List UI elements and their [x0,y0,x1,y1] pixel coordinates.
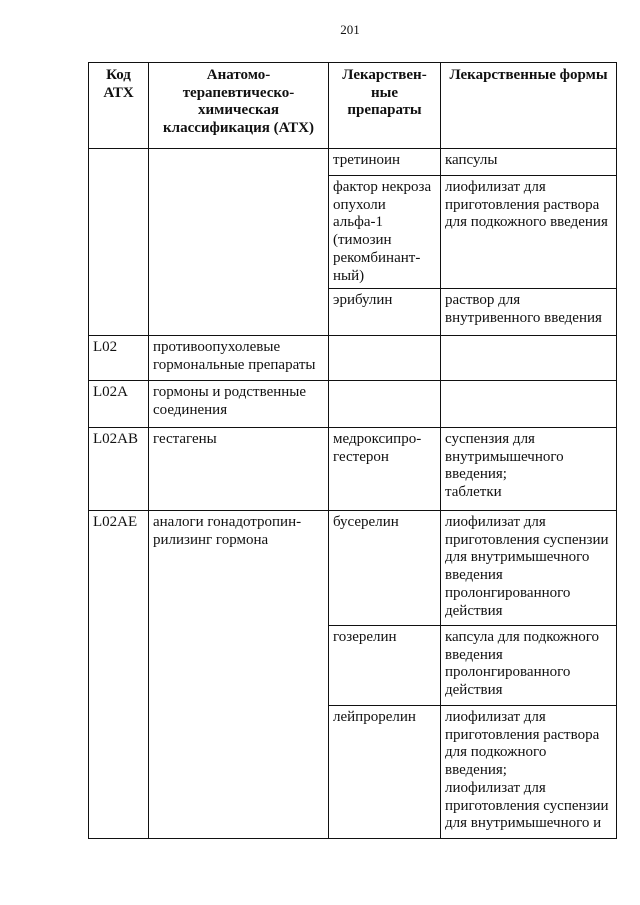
header-forms: Лекарственные формы [441,63,617,149]
cell-forms: суспензия для внутримышечного введения; таблетки [441,428,617,511]
cell-drug: лейпрорелин [329,706,441,839]
cell-classification: противоопухолевые гормональные препараты [149,336,329,381]
cell-forms [441,381,617,428]
table-row [89,511,617,626]
table-row [89,428,617,511]
cell-code [89,149,149,336]
cell-forms: капсулы [441,149,617,176]
table-body [89,149,617,839]
cell-drug [329,381,441,428]
cell-drug: медроксипро- гестерон [329,428,441,511]
cell-forms: лиофилизат для приготовления раствора для подкожного введения; лиофилизат для приготовления суспензии для внутримышечного и [441,706,617,839]
cell-classification: аналоги гонадотропин- рилизинг гормона [149,511,329,839]
header-code: Код АТХ [89,63,149,149]
cell-forms: капсула для подкожного введения пролонгированного действия [441,626,617,706]
cell-forms: раствор для внутривенного введения [441,289,617,336]
cell-code: L02A [89,381,149,428]
cell-code: L02AB [89,428,149,511]
cell-classification [149,149,329,336]
cell-drug: бусерелин [329,511,441,626]
header-classification: Анатомо- терапевтическо- химическая классификация (АТХ) [149,63,329,149]
cell-code: L02 [89,336,149,381]
page-number: 201 [340,22,360,37]
table-head [89,63,617,149]
cell-classification: гестагены [149,428,329,511]
atx-table [88,62,617,839]
table-row [89,381,617,428]
table-row [89,336,617,381]
cell-forms: лиофилизат для приготовления раствора для подкожного введения [441,176,617,289]
cell-classification: гормоны и родственные соединения [149,381,329,428]
cell-drug: эрибулин [329,289,441,336]
cell-drug: фактор некроза опухоли альфа-1 (тимозин рекомбинант- ный) [329,176,441,289]
header-drugs: Лекарствен- ные препараты [329,63,441,149]
cell-drug: третиноин [329,149,441,176]
cell-forms [441,336,617,381]
table-row [89,149,617,176]
cell-drug [329,336,441,381]
table-header-row [89,63,617,149]
cell-forms: лиофилизат для приготовления суспензии для внутримышечного введения пролонгированного действия [441,511,617,626]
cell-drug: гозерелин [329,626,441,706]
cell-code: L02AE [89,511,149,839]
